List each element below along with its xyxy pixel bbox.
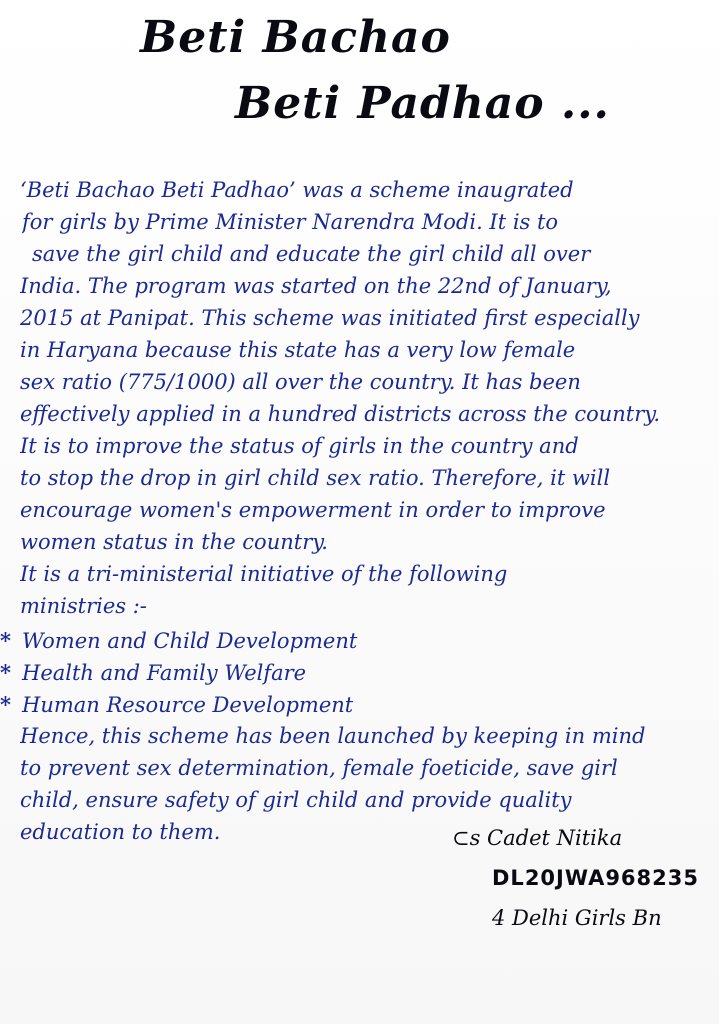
body-line: sex ratio (775/1000) all over the country. It has been <box>20 370 581 394</box>
conclusion-line: to prevent sex determination, female foeticide, save girl <box>20 756 618 780</box>
signature-name: ⊂s Cadet Nitika <box>452 826 623 850</box>
body-line: for girls by Prime Minister Narendra Modi. It is to <box>22 210 559 234</box>
conclusion-line: child, ensure safety of girl child and provide quality <box>20 788 572 812</box>
body-line: save the girl child and educate the girl child all over <box>32 242 591 266</box>
signature-unit: 4 Delhi Girls Bn <box>492 906 662 930</box>
body-line: India. The program was started on the 22nd of January, <box>20 274 612 298</box>
body-line: It is a tri-ministerial initiative of the following <box>20 562 508 586</box>
ministry-label: Human Resource Development <box>22 693 354 717</box>
list-item <box>0 628 357 653</box>
body-line: women status in the country. <box>20 530 328 554</box>
bullet-icon: * <box>0 660 11 685</box>
body-line: ministries :- <box>20 594 147 618</box>
body-line: encourage women's empowerment in order to improve <box>20 498 606 522</box>
bullet-icon: * <box>0 692 11 717</box>
body-line: effectively applied in a hundred districts across the country. <box>20 402 661 426</box>
list-item <box>0 692 353 717</box>
ministry-label: Women and Child Development <box>22 629 358 653</box>
page-title-line-2: Beti Padhao ... <box>235 78 610 129</box>
body-line: It is to improve the status of girls in the country and <box>20 434 579 458</box>
conclusion-line: education to them. <box>20 820 221 844</box>
body-line: to stop the drop in girl child sex ratio. Therefore, it will <box>20 466 611 490</box>
body-line: 2015 at Panipat. This scheme was initiated first especially <box>20 306 640 330</box>
body-line: ‘Beti Bachao Beti Padhao’ was a scheme inaugrated <box>20 178 574 202</box>
body-line: in Haryana because this state has a very low female <box>20 338 576 362</box>
bullet-icon: * <box>0 628 11 653</box>
signature-id: DL20JWA968235 <box>492 866 699 890</box>
conclusion-line: Hence, this scheme has been launched by keeping in mind <box>20 724 646 748</box>
list-item <box>0 660 306 685</box>
ministry-label: Health and Family Welfare <box>22 661 307 685</box>
page-title-line-1: Beti Bachao <box>140 12 451 63</box>
